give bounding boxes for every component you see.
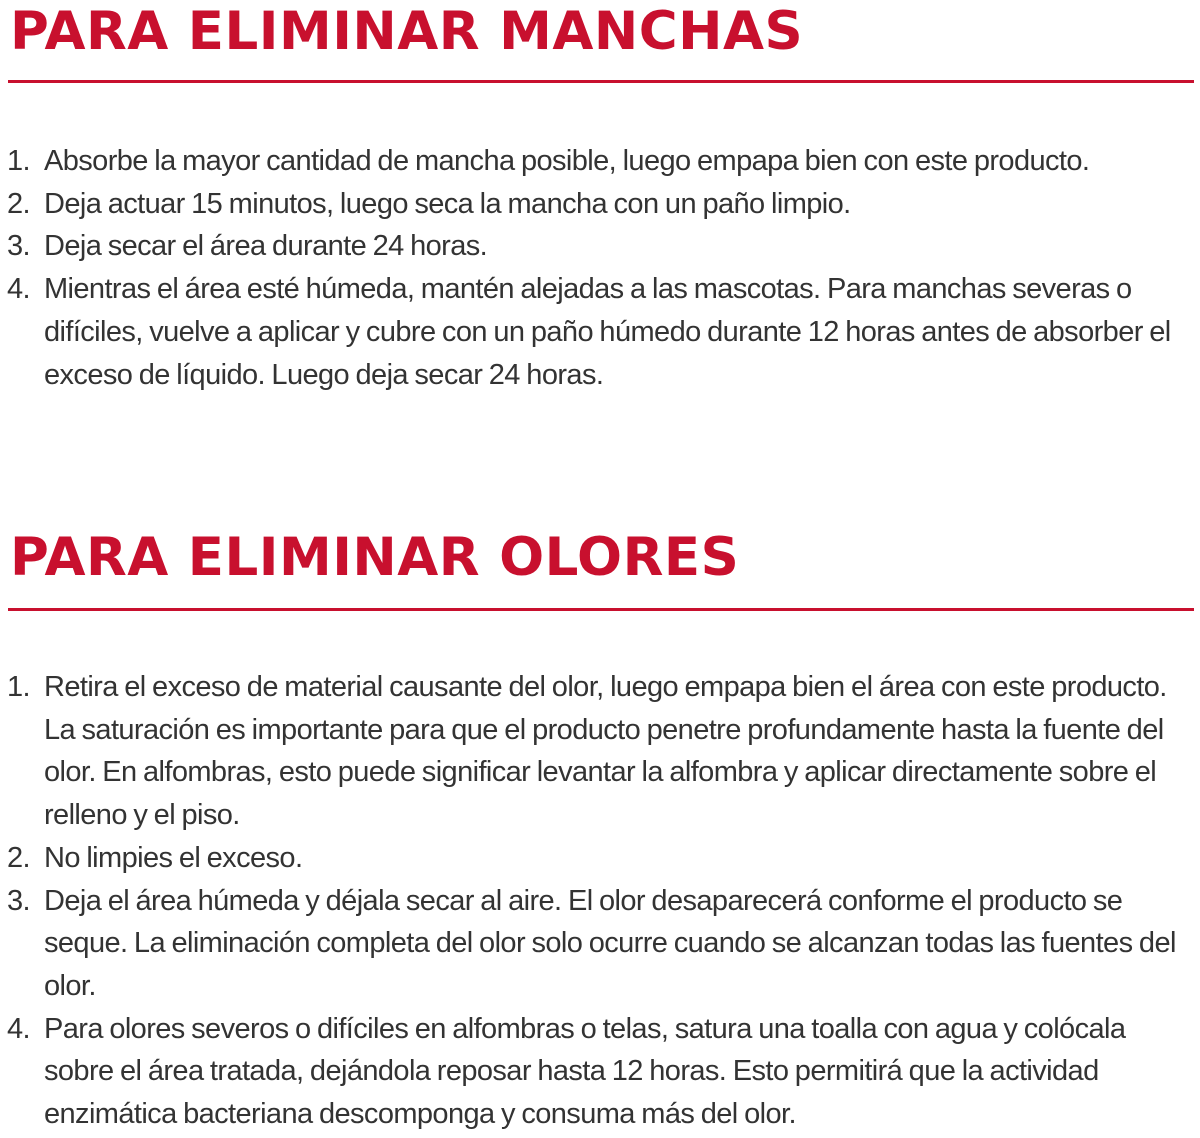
odor-removal-section [0, 526, 1200, 1131]
step-number: 4. [7, 273, 30, 306]
stain-removal-section [0, 0, 1200, 391]
step-number: 4. [7, 1012, 30, 1045]
step-text: Deja actuar 15 minutos, luego seca la mancha con un paño limpio. [44, 187, 851, 220]
step-text: No limpies el exceso. [44, 841, 303, 874]
odor-removal-heading: PARA ELIMINAR OLORES [10, 527, 740, 588]
odor-step [0, 880, 1200, 1008]
stain-step [0, 225, 1200, 268]
step-text: Para olores severos o difíciles en alfombras o telas, satura una toalla con agua y colócala sobre el área tratada, dejándola reposar hasta 12 horas. Esto permitirá que la actividad enzimática bacteriana descomponga y consuma más del olor. [44, 1012, 1126, 1131]
odor-heading-divider [8, 608, 1194, 611]
step-text: Absorbe la mayor cantidad de mancha posible, luego empapa bien con este producto. [44, 145, 1090, 177]
step-number: 1. [7, 145, 30, 177]
stain-step [0, 268, 1200, 396]
stain-steps-list [0, 140, 1200, 396]
step-text: Retira el exceso de material causante del olor, luego empapa bien el área con este producto. La saturación es importante para que el producto penetre profundamente hasta la fuente del olor. En alfombras, esto puede significar levantar la alfombra y aplicar directamente sobre el relleno y el piso. [44, 671, 1167, 832]
odor-step [0, 837, 1200, 880]
step-number: 3. [7, 884, 30, 917]
stain-removal-heading: PARA ELIMINAR MANCHAS [10, 1, 804, 62]
step-number: 3. [7, 230, 30, 263]
odor-steps-list [0, 666, 1200, 1136]
odor-step [0, 1008, 1200, 1136]
step-number: 1. [7, 671, 30, 703]
step-number: 2. [7, 187, 30, 220]
stain-step [0, 140, 1200, 183]
stain-heading-divider [8, 80, 1194, 83]
stain-step [0, 183, 1200, 226]
odor-step [0, 666, 1200, 837]
step-text: Mientras el área esté húmeda, mantén alejadas a las mascotas. Para manchas severas o difíciles, vuelve a aplicar y cubre con un paño húmedo durante 12 horas antes de absorber el exceso de líquido. Luego deja secar 24 horas. [44, 273, 1171, 391]
step-number: 2. [7, 841, 30, 874]
step-text: Deja el área húmeda y déjala secar al aire. El olor desaparecerá conforme el producto se seque. La eliminación completa del olor solo ocurre cuando se alcanzan todas las fuentes del olor. [44, 884, 1176, 1002]
step-text: Deja secar el área durante 24 horas. [44, 230, 488, 263]
